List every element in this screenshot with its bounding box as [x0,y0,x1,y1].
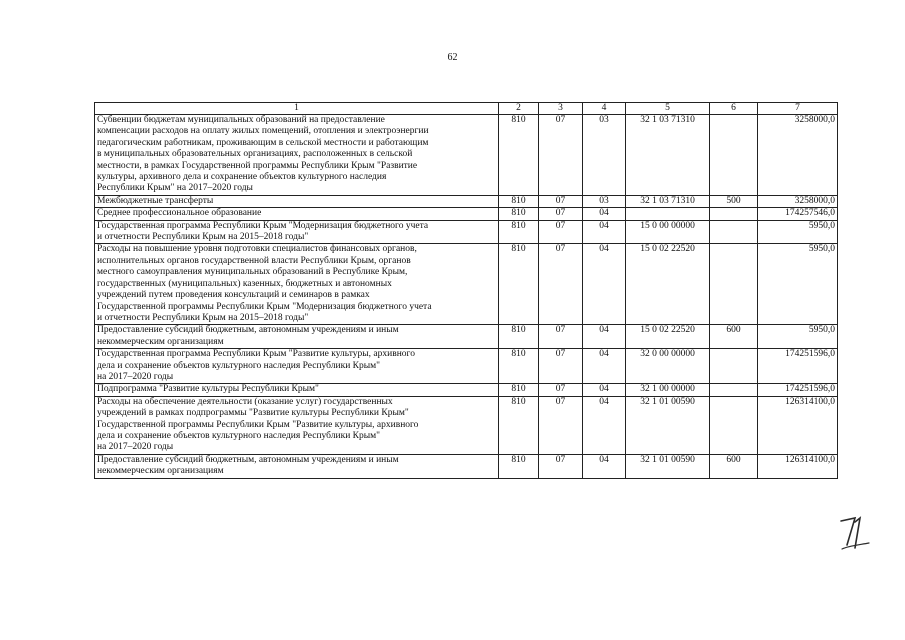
target-article-cell: 32 1 01 00590 [626,454,710,478]
expense-type-cell: 500 [710,195,758,207]
subsection-code-cell: 04 [583,325,626,349]
section-code-cell: 07 [539,349,583,384]
table-row [95,195,838,207]
item-name-cell: Среднее профессиональное образование [95,208,499,220]
ministry-code-cell: 810 [499,220,539,244]
ministry-code-cell: 810 [499,244,539,325]
budget-table [94,102,838,479]
subsection-code-cell: 03 [583,195,626,207]
expense-type-cell [710,349,758,384]
table-row [95,220,838,244]
item-name-cell: Государственная программа Республики Крым "Развитие культуры, архивного дела и сохранение объектов культурного наследия Республики Крым" на 2017–2020 годы [95,349,499,384]
target-article-cell: 32 0 00 00000 [626,349,710,384]
amount-cell: 3258000,0 [758,195,838,207]
target-article-cell [626,208,710,220]
expense-type-cell [710,244,758,325]
expense-type-cell [710,208,758,220]
table-row [95,208,838,220]
amount-cell: 5950,0 [758,244,838,325]
ministry-code-cell: 810 [499,396,539,454]
subsection-code-cell: 04 [583,220,626,244]
section-code-cell: 07 [539,244,583,325]
amount-cell: 3258000,0 [758,115,838,196]
item-name-cell: Предоставление субсидий бюджетным, автономным учреждениям и иным некоммерческим организациям [95,325,499,349]
column-header-2: 2 [499,103,539,115]
subsection-code-cell: 04 [583,454,626,478]
section-code-cell: 07 [539,208,583,220]
ministry-code-cell: 810 [499,325,539,349]
item-name-cell: Расходы на обеспечение деятельности (оказание услуг) государственных учреждений в рамках подпрограммы "Развитие культуры Республики Крым" Государственной программы Республики Крым "Развитие культуры, архивного дела и сохранение объектов культурного наследия Республики Крым" на 2017–2020 годы [95,396,499,454]
expense-type-cell [710,384,758,396]
subsection-code-cell: 04 [583,384,626,396]
page-number: 62 [447,52,458,63]
column-header-4: 4 [583,103,626,115]
target-article-cell: 15 0 02 22520 [626,244,710,325]
target-article-cell: 32 1 03 71310 [626,195,710,207]
column-header-6: 6 [710,103,758,115]
expense-type-cell [710,115,758,196]
amount-cell: 126314100,0 [758,396,838,454]
table-row [95,349,838,384]
target-article-cell: 32 1 00 00000 [626,384,710,396]
table-row [95,396,838,454]
item-name-cell: Государственная программа Республики Крым "Модернизация бюджетного учета и отчетности Республики Крым на 2015–2018 годы" [95,220,499,244]
amount-cell: 5950,0 [758,220,838,244]
section-code-cell: 07 [539,220,583,244]
table-row [95,384,838,396]
ministry-code-cell: 810 [499,195,539,207]
column-header-5: 5 [626,103,710,115]
item-name-cell: Субвенции бюджетам муниципальных образований на предоставление компенсации расходов на оплату жилых помещений, отопления и электроэнергии педагогическим работникам, проживающим в сельской местности и работающим в муниципальных образовательных организациях, расположенных в сельской местности, в рамках Государственной программы Республики Крым "Развитие культуры, архивного дела и сохранение объектов культурного наследия Республики Крым" на 2017–2020 годы [95,115,499,196]
section-code-cell: 07 [539,454,583,478]
item-name-cell: Подпрограмма "Развитие культуры Республики Крым" [95,384,499,396]
table-row [95,454,838,478]
section-code-cell: 07 [539,396,583,454]
table-row [95,115,838,196]
column-header-3: 3 [539,103,583,115]
target-article-cell: 15 0 00 00000 [626,220,710,244]
amount-cell: 174251596,0 [758,384,838,396]
item-name-cell: Расходы на повышение уровня подготовки специалистов финансовых органов, исполнительных органов государственной власти Республики Крым, органов местного самоуправления муниципальных образований в Республике Крым, государственных (муниципальных) казенных, бюджетных и автономных учреждений путем проведения консультаций и семинаров в рамках Государственной программы Республики Крым "Модернизация бюджетного учета и отчетности Республики Крым на 2015–2018 годы" [95,244,499,325]
ministry-code-cell: 810 [499,208,539,220]
table-row [95,244,838,325]
header-row [95,103,838,115]
expense-type-cell [710,220,758,244]
amount-cell: 174251596,0 [758,349,838,384]
expense-type-cell: 600 [710,454,758,478]
item-name-cell: Межбюджетные трансферты [95,195,499,207]
amount-cell: 5950,0 [758,325,838,349]
expense-type-cell [710,396,758,454]
ministry-code-cell: 810 [499,384,539,396]
subsection-code-cell: 04 [583,208,626,220]
ministry-code-cell: 810 [499,115,539,196]
column-header-1: 1 [95,103,499,115]
table-body [95,115,838,479]
table-header [95,103,838,115]
target-article-cell: 15 0 02 22520 [626,325,710,349]
amount-cell: 174257546,0 [758,208,838,220]
handwritten-signature-mark [838,512,872,556]
target-article-cell: 32 1 03 71310 [626,115,710,196]
subsection-code-cell: 04 [583,244,626,325]
expense-type-cell: 600 [710,325,758,349]
section-code-cell: 07 [539,195,583,207]
target-article-cell: 32 1 01 00590 [626,396,710,454]
section-code-cell: 07 [539,325,583,349]
subsection-code-cell: 04 [583,349,626,384]
table-row [95,325,838,349]
section-code-cell: 07 [539,115,583,196]
item-name-cell: Предоставление субсидий бюджетным, автономным учреждениям и иным некоммерческим организациям [95,454,499,478]
ministry-code-cell: 810 [499,454,539,478]
subsection-code-cell: 03 [583,115,626,196]
amount-cell: 126314100,0 [758,454,838,478]
ministry-code-cell: 810 [499,349,539,384]
section-code-cell: 07 [539,384,583,396]
column-header-7: 7 [758,103,838,115]
subsection-code-cell: 04 [583,396,626,454]
